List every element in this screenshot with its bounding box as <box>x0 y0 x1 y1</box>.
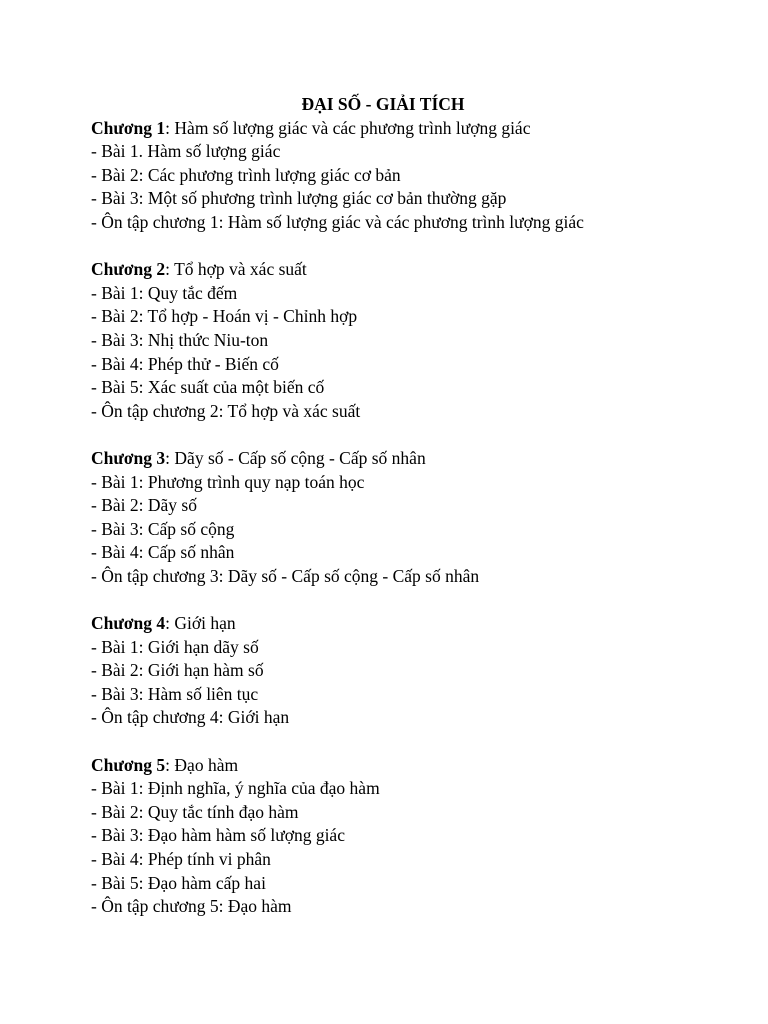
chapter-name: : Giới hạn <box>165 613 236 634</box>
lesson-item: - Ôn tập chương 3: Dãy số - Cấp số cộng - Cấp số nhân <box>91 565 480 586</box>
lesson-item: - Bài 4: Cấp số nhân <box>91 542 235 563</box>
lesson-item: - Ôn tập chương 4: Giới hạn <box>91 707 290 728</box>
chapter-4 <box>91 612 731 730</box>
lesson-item: - Bài 4: Phép tính vi phân <box>91 849 271 869</box>
lesson-item: - Bài 3: Hàm số liên tục <box>91 683 259 704</box>
chapter-label: Chương 4 <box>91 613 166 634</box>
lesson-item: - Bài 2: Các phương trình lượng giác cơ bản <box>91 164 401 185</box>
chapter-name: : Đạo hàm <box>165 754 239 775</box>
chapter-label: Chương 3 <box>91 447 166 468</box>
lesson-item: - Bài 3: Một số phương trình lượng giác cơ bản thường gặp <box>91 188 507 209</box>
chapter-heading <box>91 447 731 471</box>
chapter-heading <box>91 612 731 636</box>
lesson-item: - Bài 2: Giới hạn hàm số <box>91 660 264 681</box>
document-content <box>91 93 731 919</box>
lesson-item: - Bài 3: Nhị thức Niu-ton <box>91 329 269 350</box>
chapter-2 <box>91 258 731 423</box>
lesson-item: - Bài 2: Quy tắc tính đạo hàm <box>91 801 299 822</box>
lesson-item: - Bài 4: Phép thử - Biến cố <box>91 353 279 374</box>
chapter-heading <box>91 258 731 282</box>
chapter-heading <box>91 754 731 778</box>
chapter-5 <box>91 754 731 919</box>
lesson-item: - Bài 1. Hàm số lượng giác <box>91 141 281 162</box>
chapter-label: Chương 2 <box>91 259 166 280</box>
lesson-item: - Bài 1: Định nghĩa, ý nghĩa của đạo hàm <box>91 778 380 799</box>
chapter-label: Chương 1 <box>91 117 166 138</box>
lesson-item: - Bài 5: Đạo hàm cấp hai <box>91 872 266 893</box>
lesson-item: - Bài 1: Phương trình quy nạp toán học <box>91 471 365 492</box>
lesson-item: - Bài 5: Xác suất của một biến cố <box>91 377 325 398</box>
chapter-heading <box>91 117 731 141</box>
chapter-name: : Hàm số lượng giác và các phương trình lượng giác <box>165 117 531 138</box>
chapter-name: : Dãy số - Cấp số cộng - Cấp số nhân <box>165 447 426 468</box>
lesson-item: - Bài 2: Dãy số <box>91 495 197 516</box>
lesson-item: - Bài 3: Cấp số cộng <box>91 518 235 539</box>
lesson-item: - Bài 1: Quy tắc đếm <box>91 282 238 303</box>
lesson-item: - Ôn tập chương 1: Hàm số lượng giác và các phương trình lượng giác <box>91 211 584 232</box>
lesson-item: - Ôn tập chương 2: Tổ hợp và xác suất <box>91 400 361 421</box>
chapter-3 <box>91 447 731 589</box>
lesson-item: - Bài 1: Giới hạn dãy số <box>91 636 259 657</box>
chapter-label: Chương 5 <box>91 754 166 775</box>
document-title: ĐẠI SỐ - GIẢI TÍCH <box>301 94 465 114</box>
lesson-item: - Bài 3: Đạo hàm hàm số lượng giác <box>91 825 345 846</box>
chapter-name: : Tổ hợp và xác suất <box>165 259 307 280</box>
lesson-item: - Bài 2: Tổ hợp - Hoán vị - Chỉnh hợp <box>91 306 358 327</box>
chapter-1 <box>91 117 731 235</box>
lesson-item: - Ôn tập chương 5: Đạo hàm <box>91 896 292 917</box>
